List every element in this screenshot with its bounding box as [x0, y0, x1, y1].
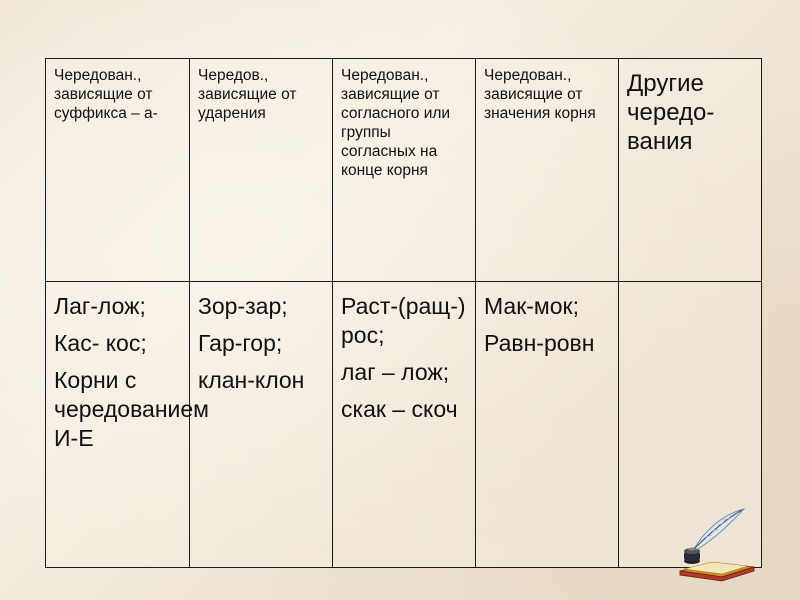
quill-inkwell-book-icon — [672, 505, 762, 585]
header-cell-meaning: Чередован., зависящие от значения корня — [476, 59, 619, 282]
example-entry: Лаг-лож; — [54, 293, 146, 319]
examples-cell-stress — [190, 282, 333, 568]
alternation-table — [45, 58, 762, 568]
example-entry: Мак-мок; — [484, 293, 579, 319]
example-entry: скак – скоч — [341, 396, 458, 422]
example-entry: Равн-ровн — [484, 330, 595, 356]
example-entry: лаг – лож; — [341, 359, 450, 385]
example-entry: клан-клон — [198, 367, 305, 393]
example-entry: Корни с чередованием И-Е — [54, 367, 209, 451]
header-cell-consonant: Чередован., зависящие от согласного или группы согласных на конце корня — [333, 59, 476, 282]
example-entry: Гар-гор; — [198, 330, 283, 356]
example-entry: Зор-зар; — [198, 293, 288, 319]
header-cell-other: Другие чередо-вания — [619, 59, 762, 282]
header-cell-suffix: Чередован., зависящие от суффикса – а- — [46, 59, 190, 282]
examples-row — [46, 282, 762, 568]
examples-cell-consonant — [333, 282, 476, 568]
example-entry: Кас- кос; — [54, 330, 147, 356]
example-entry: Раст-(ращ-) рос; — [341, 293, 466, 348]
header-cell-stress: Чередов., зависящие от ударения — [190, 59, 333, 282]
examples-cell-suffix — [46, 282, 209, 568]
header-row — [46, 59, 762, 282]
examples-cell-meaning — [476, 282, 619, 568]
